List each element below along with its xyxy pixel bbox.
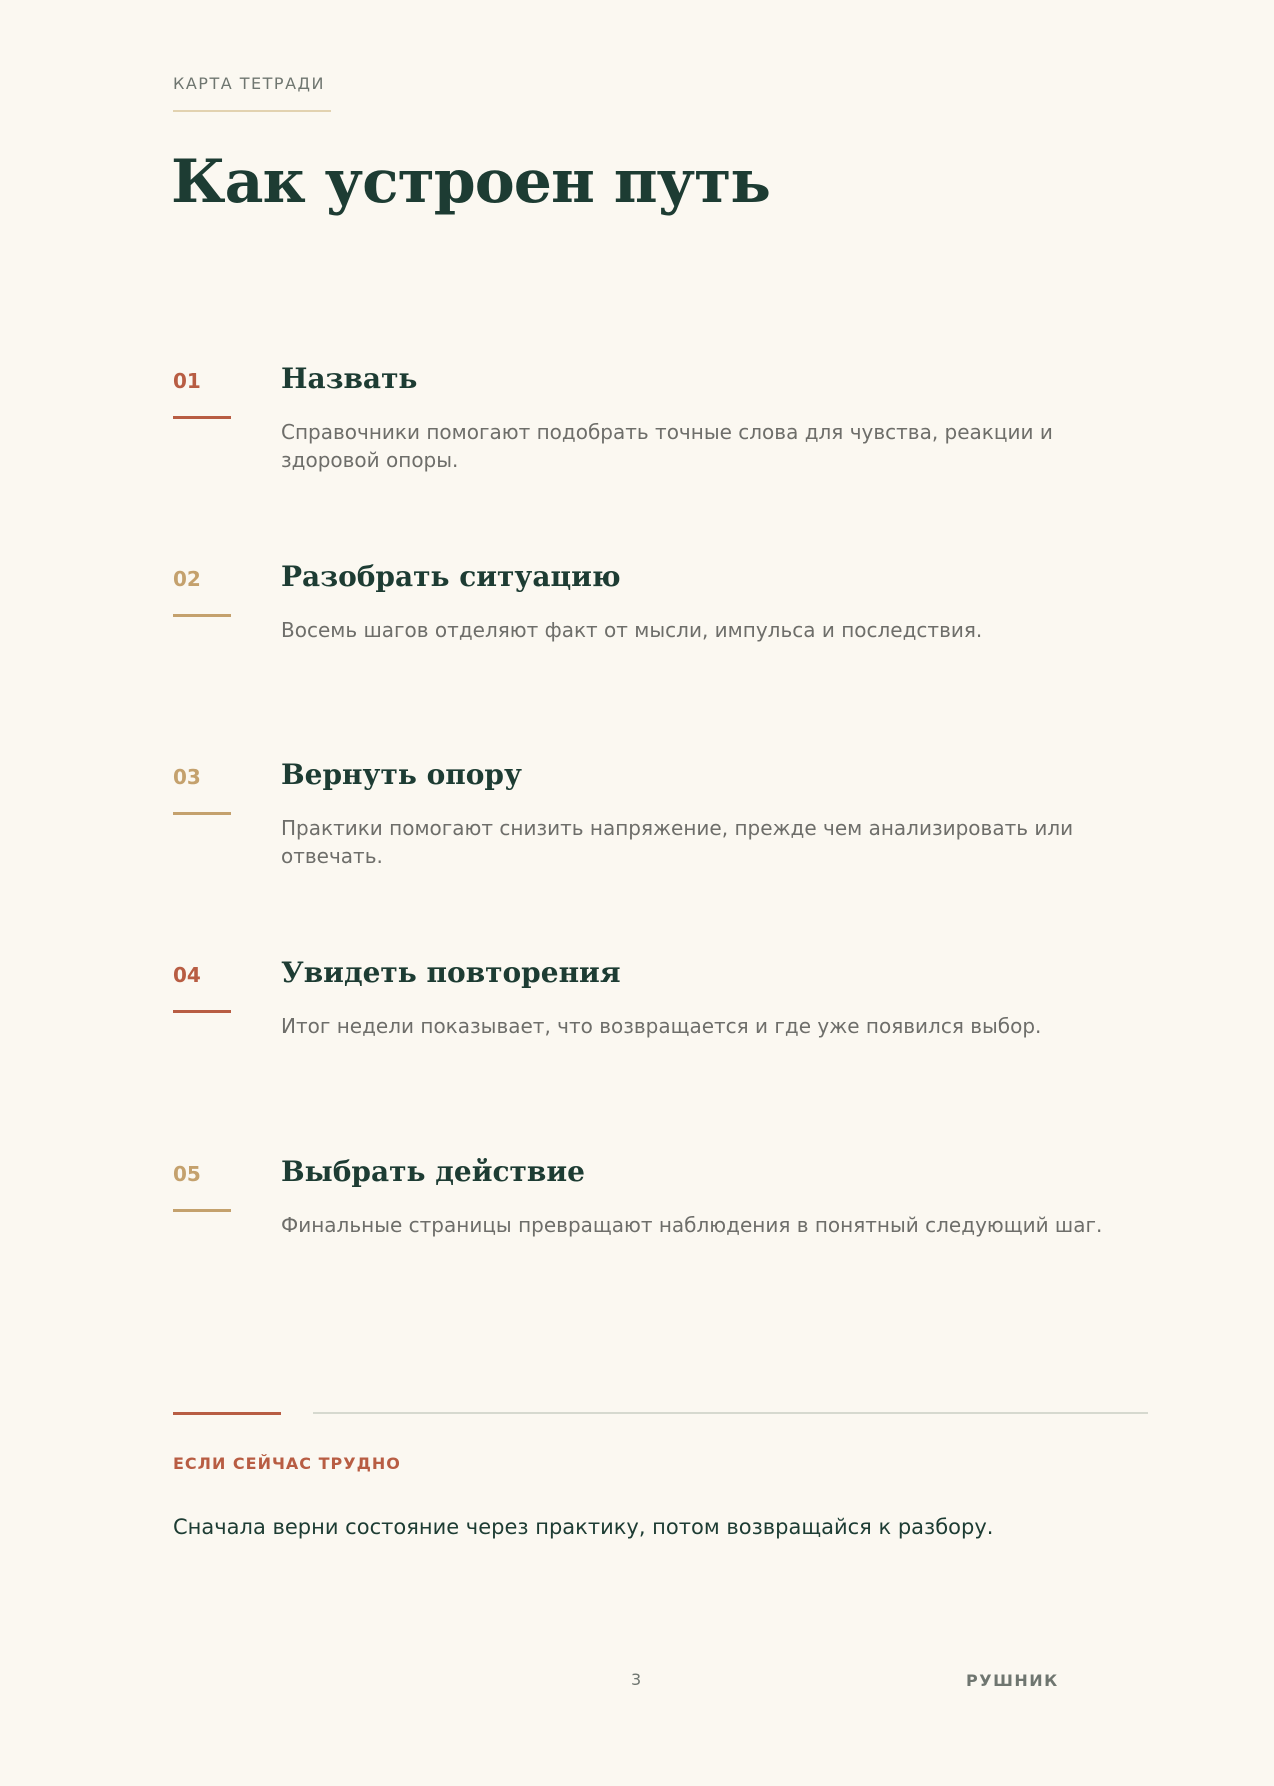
step-description: Практики помогают снизить напряжение, прежде чем анализировать или отвечать. [281, 816, 1074, 868]
step-number: 01 [173, 369, 201, 393]
step-description: Финальные страницы превращают наблюдения в понятный следующий шаг. [281, 1213, 1103, 1237]
note-label: ЕСЛИ СЕЙЧАС ТРУДНО [173, 1454, 401, 1473]
step-accent-rule [173, 614, 231, 617]
step-accent-rule [173, 812, 231, 815]
step-number: 03 [173, 765, 201, 789]
note-divider [313, 1412, 1148, 1414]
eyebrow-label: КАРТА ТЕТРАДИ [173, 74, 325, 93]
step-description: Восемь шагов отделяют факт от мысли, импульса и последствия. [281, 618, 983, 642]
step-accent-rule [173, 1010, 231, 1013]
step-title: Выбрать действие [281, 1155, 585, 1188]
step-accent-rule [173, 416, 231, 419]
step-title: Разобрать ситуацию [281, 560, 621, 593]
step-number: 02 [173, 567, 201, 591]
step-title: Назвать [281, 362, 418, 395]
eyebrow-divider [173, 110, 331, 112]
step-number: 05 [173, 1162, 201, 1186]
step-title: Увидеть повторения [281, 956, 621, 989]
note-accent-rule [173, 1412, 281, 1415]
step-accent-rule [173, 1209, 231, 1212]
step-number: 04 [173, 963, 201, 987]
brand-name: РУШНИК [966, 1671, 1059, 1690]
step-description: Справочники помогают подобрать точные слова для чувства, реакции и здоровой опоры. [281, 420, 1053, 472]
page-number: 3 [631, 1670, 642, 1689]
page-title: Как устроен путь [171, 147, 770, 217]
note-text: Сначала верни состояние через практику, потом возвращайся к разбору. [173, 1515, 994, 1539]
step-title: Вернуть опору [281, 758, 522, 791]
step-description: Итог недели показывает, что возвращается и где уже появился выбор. [281, 1014, 1042, 1038]
